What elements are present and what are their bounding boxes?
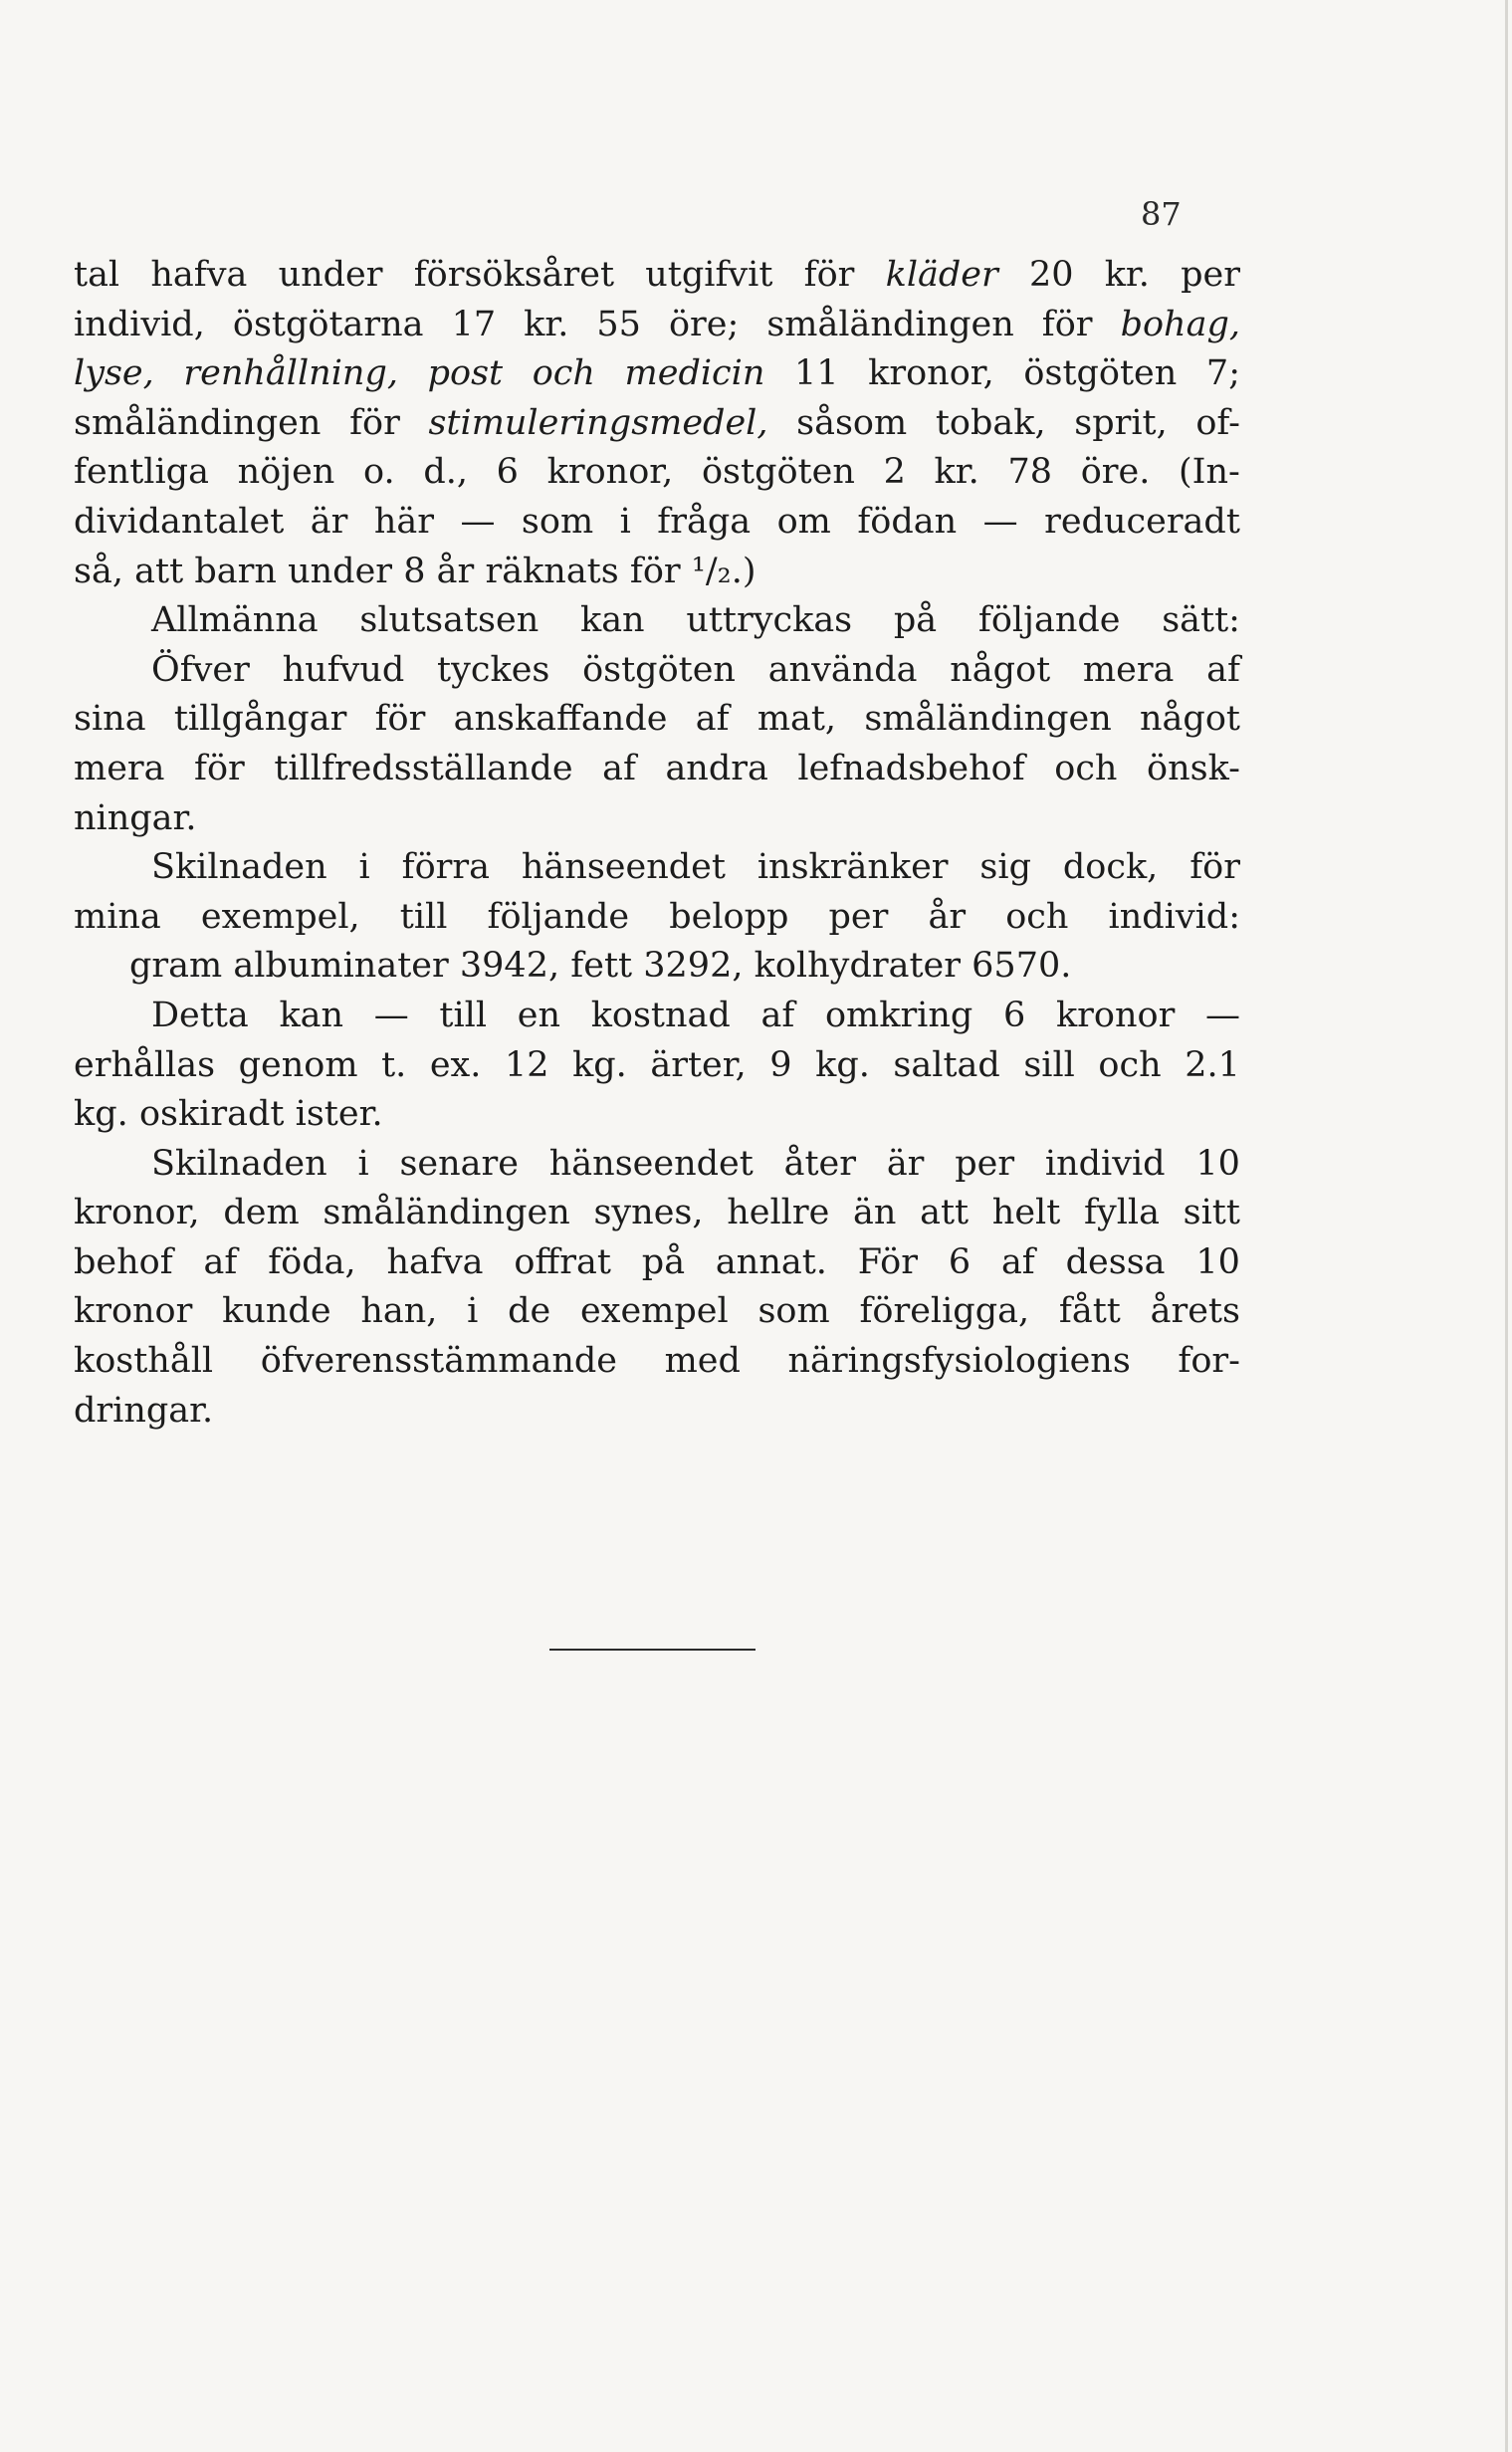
word: ister.	[295, 1094, 383, 1135]
word: sill	[1023, 1044, 1075, 1085]
text-line	[74, 1287, 1240, 1337]
word: af	[760, 995, 795, 1035]
word: småländingen	[323, 1193, 570, 1233]
word: 12	[504, 1044, 549, 1085]
section-divider-rule	[549, 1649, 756, 1651]
word: räknats	[485, 551, 619, 591]
word: per	[955, 1143, 1015, 1184]
word: kg.	[74, 1094, 128, 1135]
text-line	[74, 843, 1240, 893]
word: om	[776, 501, 831, 542]
word: utgifvit	[645, 255, 773, 295]
word: mat,	[756, 699, 837, 740]
word: ningar.	[74, 797, 197, 838]
word: stimuleringsmedel,	[428, 402, 768, 443]
text-line	[74, 1238, 1240, 1288]
word: —	[460, 501, 496, 542]
word: föreligga,	[859, 1291, 1030, 1332]
word: inskränker	[756, 847, 949, 888]
word: kostnad	[590, 995, 731, 1035]
word: i	[357, 1143, 369, 1184]
word: Skilnaden	[151, 1143, 327, 1184]
word: 7;	[1205, 353, 1240, 394]
word: sätt:	[1162, 600, 1240, 641]
word: här	[373, 501, 434, 542]
word: af	[1206, 649, 1240, 690]
text-line	[74, 1090, 1240, 1140]
word: årets	[1150, 1291, 1240, 1332]
word: hafva	[386, 1241, 484, 1282]
word: i	[467, 1291, 479, 1332]
word: exempel,	[200, 896, 360, 937]
word: individ,	[74, 304, 205, 344]
word: följande	[977, 600, 1121, 641]
word: individ:	[1108, 896, 1240, 937]
word: östgötarna	[232, 304, 424, 344]
word: öre;	[668, 304, 740, 344]
word: kunde	[222, 1291, 331, 1332]
word: 6570.	[972, 946, 1072, 987]
word: 20	[1028, 255, 1074, 295]
word: för	[194, 748, 245, 788]
word: tal	[74, 255, 120, 295]
text-line	[74, 1189, 1240, 1238]
word: Skilnaden	[151, 847, 327, 888]
word: gram	[129, 946, 223, 987]
word: behof	[74, 1241, 173, 1282]
word: och	[1005, 896, 1069, 937]
word: andra	[665, 748, 768, 788]
word: föda,	[268, 1241, 356, 1282]
text-line	[74, 1140, 1240, 1190]
word: med	[664, 1341, 741, 1382]
word: fylla	[1083, 1193, 1160, 1233]
word: af	[203, 1241, 238, 1282]
word: och	[1054, 748, 1118, 788]
word: För	[857, 1241, 918, 1282]
word: erhållas	[74, 1044, 216, 1085]
word: dividantalet	[74, 501, 285, 542]
word: exempel	[580, 1291, 729, 1332]
word: 6	[496, 452, 519, 493]
page-edge-shadow	[1505, 0, 1508, 2452]
word: helt	[991, 1193, 1061, 1233]
text-line	[74, 745, 1240, 794]
word: tobak,	[935, 402, 1046, 443]
text-line	[74, 942, 1240, 992]
word: för	[374, 699, 426, 740]
word: på	[893, 600, 938, 641]
word: försöksåret	[413, 255, 615, 295]
word: bohag,	[1120, 304, 1240, 344]
word: o.	[363, 452, 395, 493]
word: post	[427, 353, 504, 394]
word: of-	[1195, 402, 1240, 443]
word: t.	[381, 1044, 407, 1085]
word: småländingen	[864, 699, 1112, 740]
word: sina	[74, 699, 146, 740]
word: renhållning,	[183, 353, 398, 394]
word: tillfredsställande	[274, 748, 573, 788]
word: för	[1041, 304, 1093, 344]
word: sprit,	[1074, 402, 1168, 443]
word: för	[349, 402, 400, 443]
word: förra	[401, 847, 490, 888]
word: 8	[403, 551, 426, 591]
page-number: 87	[1141, 195, 1182, 233]
word: anskaffande	[453, 699, 668, 740]
word: kr.	[1104, 255, 1150, 295]
text-line	[74, 1041, 1240, 1091]
word: hafva	[150, 255, 248, 295]
word: oskiradt	[138, 1094, 285, 1135]
word: och	[532, 353, 595, 394]
word: fentliga	[74, 452, 209, 493]
word: för	[803, 255, 855, 295]
word: och	[1098, 1044, 1162, 1085]
word: kg.	[815, 1044, 870, 1085]
word: —	[373, 995, 409, 1035]
word: hänseendet	[548, 1143, 754, 1184]
word: 10	[1195, 1241, 1240, 1282]
word: Detta	[151, 995, 249, 1035]
word: kr.	[524, 304, 569, 344]
word: 3292,	[643, 946, 744, 987]
word: ¹/₂.)	[691, 551, 756, 591]
text-line	[74, 448, 1240, 498]
word: 2.1	[1185, 1044, 1240, 1085]
word: af	[1000, 1241, 1035, 1282]
text-line	[74, 251, 1240, 301]
word: födan	[857, 501, 958, 542]
word: omkring	[824, 995, 973, 1035]
word: tillgångar	[173, 699, 347, 740]
text-line	[74, 1337, 1240, 1387]
word: per	[1181, 255, 1240, 295]
word: mera	[1082, 649, 1175, 690]
text-line	[74, 992, 1240, 1041]
word: saltad	[893, 1044, 1000, 1085]
word: ärter,	[650, 1044, 747, 1085]
word: genom	[238, 1044, 358, 1085]
text-line	[74, 399, 1240, 449]
word: per	[828, 896, 889, 937]
text-line	[74, 596, 1240, 646]
word: öre.	[1080, 452, 1151, 493]
word: hellre	[727, 1193, 830, 1233]
word: 78	[1007, 452, 1052, 493]
word: såsom	[796, 402, 908, 443]
word: under	[278, 255, 383, 295]
word: kg.	[572, 1044, 627, 1085]
word: än	[852, 1193, 897, 1233]
word: lyse,	[74, 353, 154, 394]
word: näringsfysiologiens	[787, 1341, 1131, 1382]
text-line	[74, 301, 1240, 350]
word: af	[695, 699, 730, 740]
word: åter	[783, 1143, 857, 1184]
word: lefnadsbehof	[797, 748, 1025, 788]
word: fått	[1058, 1291, 1121, 1332]
word: 17	[451, 304, 497, 344]
word: något	[950, 649, 1051, 690]
word: 2	[883, 452, 906, 493]
word: på	[641, 1241, 686, 1282]
word: for-	[1178, 1341, 1240, 1382]
word: är	[310, 501, 348, 542]
word: sig	[979, 847, 1031, 888]
word: för	[1189, 847, 1240, 888]
word: 9	[769, 1044, 792, 1085]
word: reduceradt	[1044, 501, 1240, 542]
word: Öfver	[151, 649, 250, 690]
word: Allmänna	[151, 600, 319, 641]
word: år	[436, 551, 475, 591]
word: dessa	[1065, 1241, 1166, 1282]
word: mera	[74, 748, 165, 788]
word: så,	[74, 551, 123, 591]
word: till	[439, 995, 488, 1035]
word: kronor	[1055, 995, 1176, 1035]
word: något	[1140, 699, 1240, 740]
word: hänseendet	[521, 847, 726, 888]
word: att	[134, 551, 184, 591]
word: barn	[194, 551, 277, 591]
word: öfverensstämmande	[260, 1341, 617, 1382]
word: belopp	[669, 896, 789, 937]
word: småländingen	[766, 304, 1014, 344]
word: —	[1204, 995, 1240, 1035]
word: offrat	[514, 1241, 611, 1282]
text-line	[74, 349, 1240, 399]
word: 55	[596, 304, 641, 344]
text-line	[74, 498, 1240, 548]
word: kan	[579, 600, 645, 641]
word: tyckes	[437, 649, 550, 690]
word: kosthåll	[74, 1341, 214, 1382]
word: kolhydrater	[754, 946, 961, 987]
word: år	[928, 896, 967, 937]
word: önsk-	[1147, 748, 1240, 788]
word: 6	[948, 1241, 972, 1282]
text-line	[74, 548, 1240, 597]
word: dem	[223, 1193, 300, 1233]
word: kr.	[934, 452, 979, 493]
text-line	[74, 695, 1240, 745]
word: 10	[1195, 1143, 1240, 1184]
word: fett	[570, 946, 633, 987]
text-line	[74, 893, 1240, 943]
word: som	[757, 1291, 830, 1332]
word: i	[358, 847, 370, 888]
word: af	[602, 748, 636, 788]
word: mina	[74, 896, 161, 937]
word: är	[886, 1143, 925, 1184]
word: sitt	[1183, 1193, 1240, 1233]
word: 11	[794, 353, 839, 394]
word: individ	[1044, 1143, 1166, 1184]
word: kronor,	[546, 452, 674, 493]
word: för	[629, 551, 681, 591]
word: använda	[767, 649, 918, 690]
text-line	[74, 794, 1240, 844]
word: som	[521, 501, 594, 542]
text-line	[74, 646, 1240, 696]
word: 3942,	[459, 946, 560, 987]
word: att	[920, 1193, 970, 1233]
word: kronor,	[74, 1193, 200, 1233]
word: småländingen	[74, 402, 322, 443]
word: fråga	[657, 501, 752, 542]
word: nöjen	[237, 452, 335, 493]
word: kan	[279, 995, 344, 1035]
word: senare	[399, 1143, 519, 1184]
word: synes,	[593, 1193, 704, 1233]
word: medicin	[624, 353, 765, 394]
word: annat.	[715, 1241, 827, 1282]
word: en	[517, 995, 561, 1035]
word: hufvud	[282, 649, 405, 690]
word: till	[399, 896, 448, 937]
word: kläder	[885, 255, 998, 295]
word: —	[982, 501, 1018, 542]
word: under	[288, 551, 393, 591]
word: d.,	[423, 452, 468, 493]
word: dringar.	[74, 1390, 214, 1431]
text-line	[74, 1387, 1240, 1437]
word: ex.	[429, 1044, 482, 1085]
word: slutsatsen	[359, 600, 540, 641]
word: följande	[487, 896, 630, 937]
word: han,	[360, 1291, 438, 1332]
word: (In-	[1179, 452, 1240, 493]
word: albuminater	[233, 946, 449, 987]
word: kronor	[74, 1291, 193, 1332]
word: 6	[1003, 995, 1026, 1035]
word: dock,	[1062, 847, 1159, 888]
body-text	[74, 251, 1240, 1436]
word: östgöten	[701, 452, 855, 493]
word: i	[619, 501, 631, 542]
word: de	[508, 1291, 551, 1332]
word: östgöten	[1023, 353, 1178, 394]
word: kronor,	[868, 353, 994, 394]
word: uttryckas	[686, 600, 853, 641]
word: östgöten	[582, 649, 736, 690]
